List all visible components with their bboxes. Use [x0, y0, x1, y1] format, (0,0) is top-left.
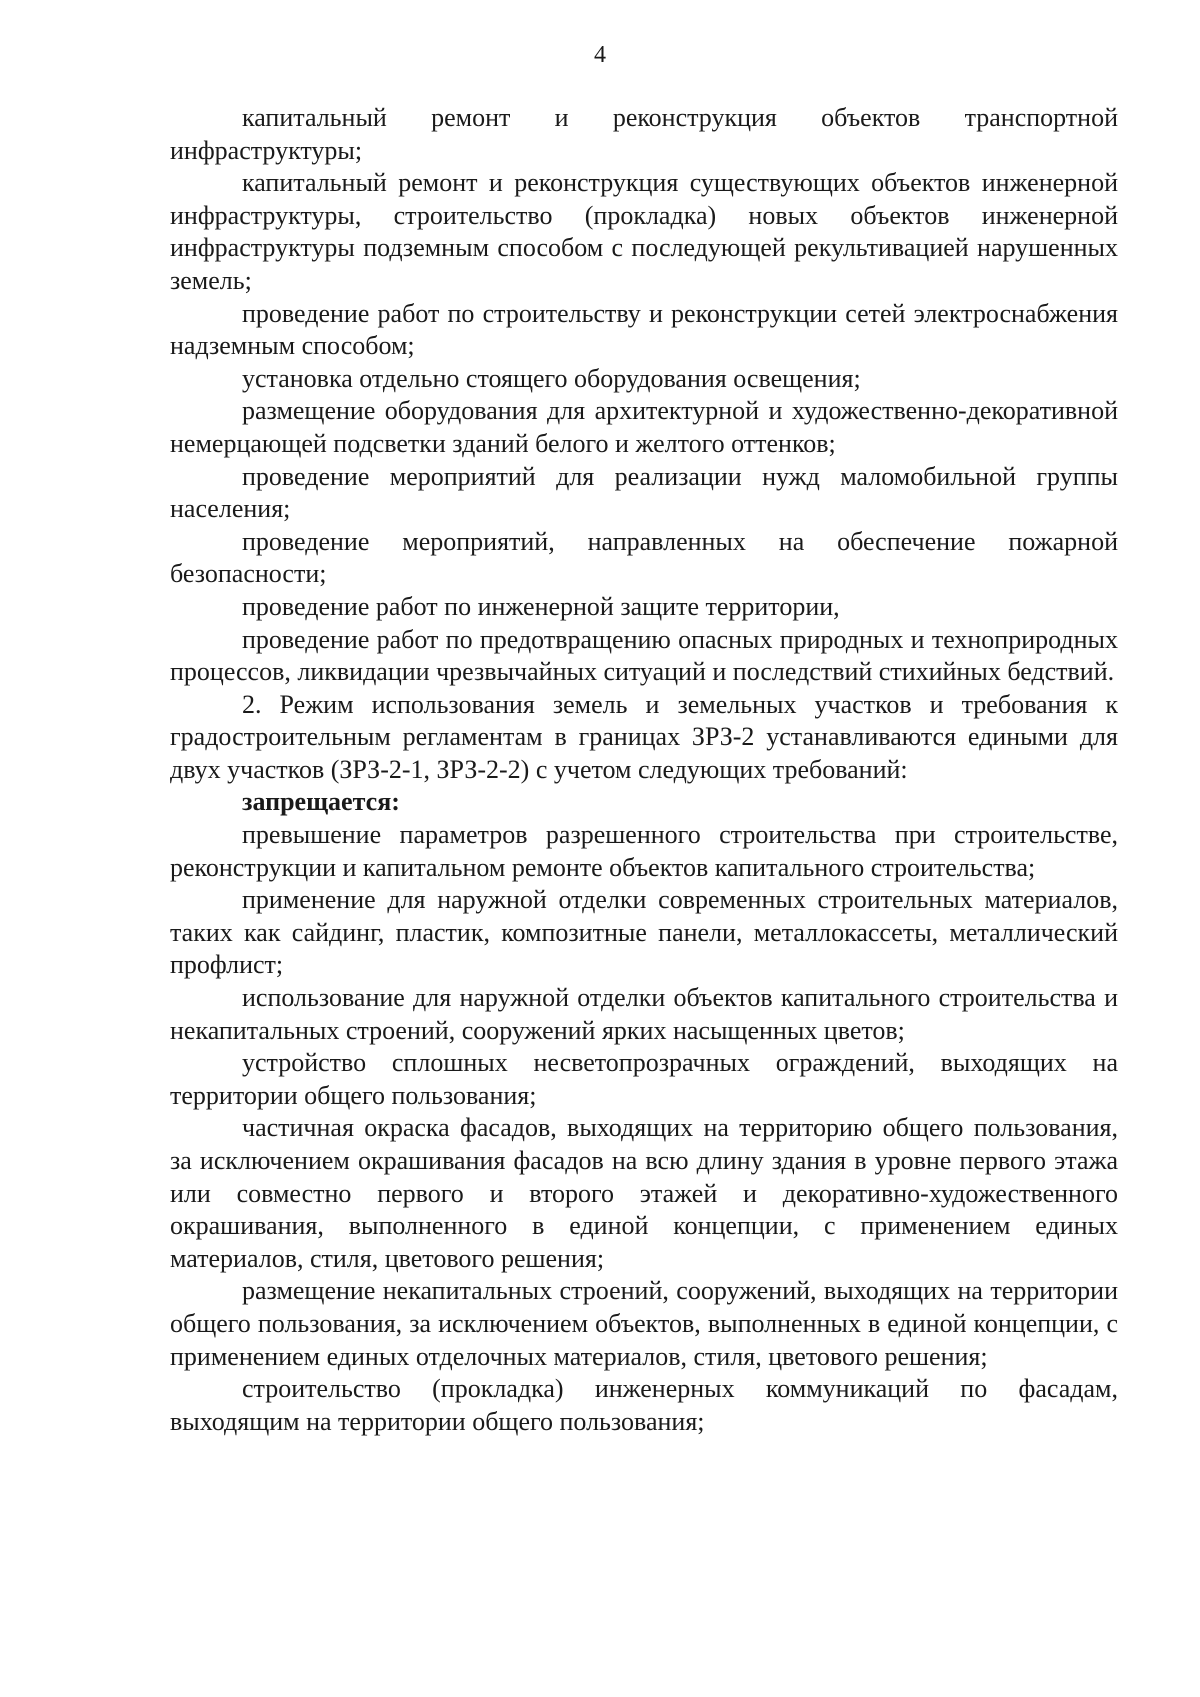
- prohibited-heading: запрещается:: [242, 787, 400, 817]
- paragraph-section-2: 2. Режим использования земель и земельных участков и требования к градостроительным регламентам в границах ЗРЗ-2 устанавливаются едиными для двух участков (ЗРЗ-2-1, ЗРЗ-2-2) с учетом следующих требований:: [170, 689, 1118, 784]
- paragraph: превышение параметров разрешенного строительства при строительстве, реконструкции и капитальном ремонте объектов капитального строительства;: [170, 820, 1118, 882]
- paragraph: применение для наружной отделки современных строительных материалов, таких как сайдинг, пластик, композитные панели, металлокассеты, металлический профлист;: [170, 885, 1118, 980]
- paragraph: установка отдельно стоящего оборудования освещения;: [242, 363, 861, 393]
- paragraph: проведение работ по инженерной защите территории,: [242, 591, 840, 621]
- page-number: 4: [594, 42, 606, 68]
- paragraph: капитальный ремонт и реконструкция существующих объектов инженерной инфраструктуры, строительство (прокладка) новых объектов инженерной инфраструктуры подземным способом с последующей рекультивацией нарушенных земель;: [170, 168, 1118, 295]
- paragraph: устройство сплошных несветопрозрачных ограждений, выходящих на территории общего пользования;: [170, 1048, 1118, 1110]
- paragraph: размещение некапитальных строений, сооружений, выходящих на территории общего пользования, за исключением объектов, выполненных в единой концепции, с применением единых отделочных материалов, стиля, цветового решения;: [170, 1276, 1118, 1371]
- paragraph: частичная окраска фасадов, выходящих на территорию общего пользования, за исключением окрашивания фасадов на всю длину здания в уровне первого этажа или совместно первого и второго этажей и декоративно-художественного окрашивания, выполненного в единой концепции, с применением единых материалов, стиля, цветового решения;: [170, 1113, 1118, 1273]
- paragraph: строительство (прокладка) инженерных коммуникаций по фасадам, выходящим на территории общего пользования;: [170, 1374, 1118, 1436]
- paragraph: проведение мероприятий, направленных на обеспечение пожарной безопасности;: [170, 526, 1118, 589]
- paragraph: проведение работ по предотвращению опасных природных и техноприродных процессов, ликвидации чрезвычайных ситуаций и последствий стихийных бедствий.: [170, 624, 1118, 687]
- paragraph: размещение оборудования для архитектурной и художественно-декоративной немерцающей подсветки зданий белого и желтого оттенков;: [170, 396, 1118, 458]
- paragraph: проведение работ по строительству и реконструкции сетей электроснабжения надземным способом;: [170, 298, 1118, 361]
- paragraph: проведение мероприятий для реализации нужд маломобильной группы населения;: [170, 461, 1118, 524]
- paragraph: использование для наружной отделки объектов капитального строительства и некапитальных строений, сооружений ярких насыщенных цветов;: [170, 983, 1118, 1045]
- document-body: [170, 102, 1118, 1438]
- paragraph: капитальный ремонт и реконструкция объектов транспортной инфраструктуры;: [170, 103, 1118, 165]
